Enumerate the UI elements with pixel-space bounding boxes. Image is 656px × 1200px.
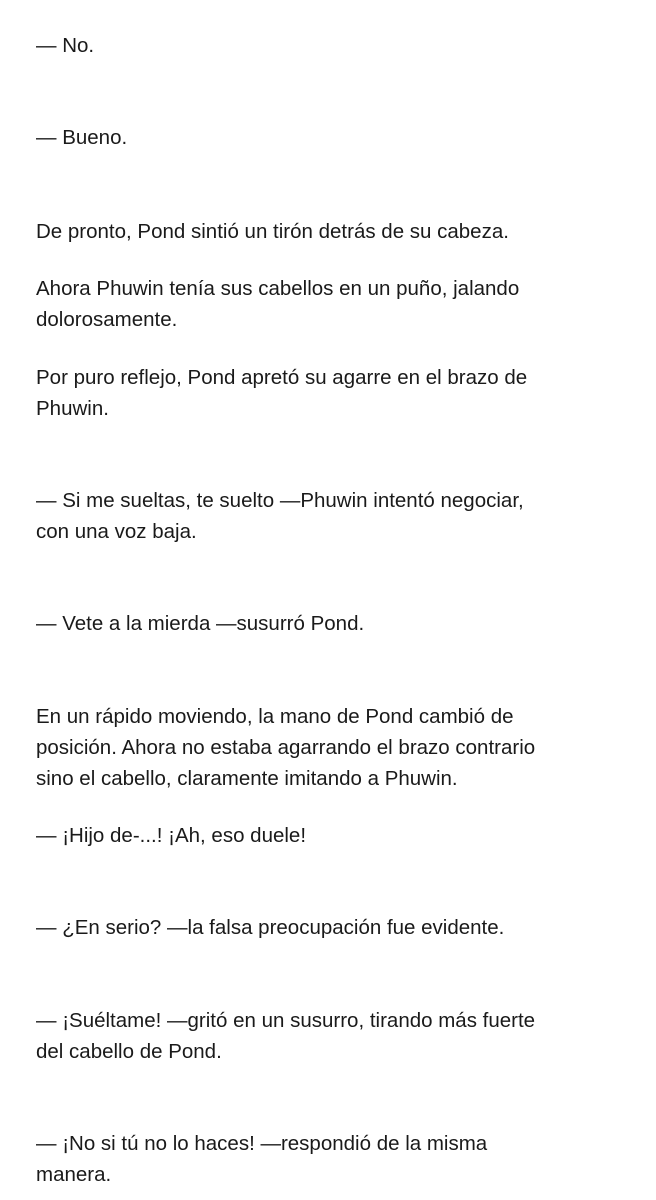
paragraph-4 (36, 273, 636, 335)
paragraph-5 (36, 362, 636, 424)
text-line: En un rápido moviendo, la mano de Pond cambió de (36, 705, 514, 728)
text-line: manera. (36, 1163, 112, 1186)
paragraph-12 (36, 1128, 636, 1190)
paragraph-6 (36, 485, 636, 547)
text-line: — ¡Hijo de-...! ¡Ah, eso duele! (36, 824, 307, 847)
text-line: — No. (36, 34, 95, 57)
text-line: posición. Ahora no estaba agarrando el brazo contrario (36, 736, 536, 759)
text-line: — Si me sueltas, te suelto —Phuwin intentó negociar, (36, 489, 524, 512)
paragraph-7 (36, 608, 636, 639)
text-line: — ¡No si tú no lo haces! —respondió de la misma (36, 1132, 488, 1155)
paragraph-1 (36, 30, 636, 61)
paragraph-10 (36, 912, 636, 943)
paragraph-9 (36, 820, 636, 851)
text-line: De pronto, Pond sintió un tirón detrás de su cabeza. (36, 220, 509, 243)
text-line: — ¿En serio? —la falsa preocupación fue evidente. (36, 916, 505, 939)
text-line: Phuwin. (36, 397, 109, 420)
text-line: — Bueno. (36, 126, 128, 149)
paragraph-2 (36, 122, 636, 153)
paragraph-3 (36, 216, 636, 247)
text-line: sino el cabello, claramente imitando a Phuwin. (36, 767, 458, 790)
text-line: Por puro reflejo, Pond apretó su agarre en el brazo de (36, 366, 528, 389)
paragraph-8 (36, 701, 636, 794)
paragraph-11 (36, 1005, 636, 1067)
text-line: — ¡Suéltame! —gritó en un susurro, tirando más fuerte (36, 1009, 536, 1032)
text-line: con una voz baja. (36, 520, 197, 543)
text-line: — Vete a la mierda —susurró Pond. (36, 612, 365, 635)
text-line: del cabello de Pond. (36, 1040, 222, 1063)
text-line: dolorosamente. (36, 308, 178, 331)
text-line: Ahora Phuwin tenía sus cabellos en un puño, jalando (36, 277, 520, 300)
